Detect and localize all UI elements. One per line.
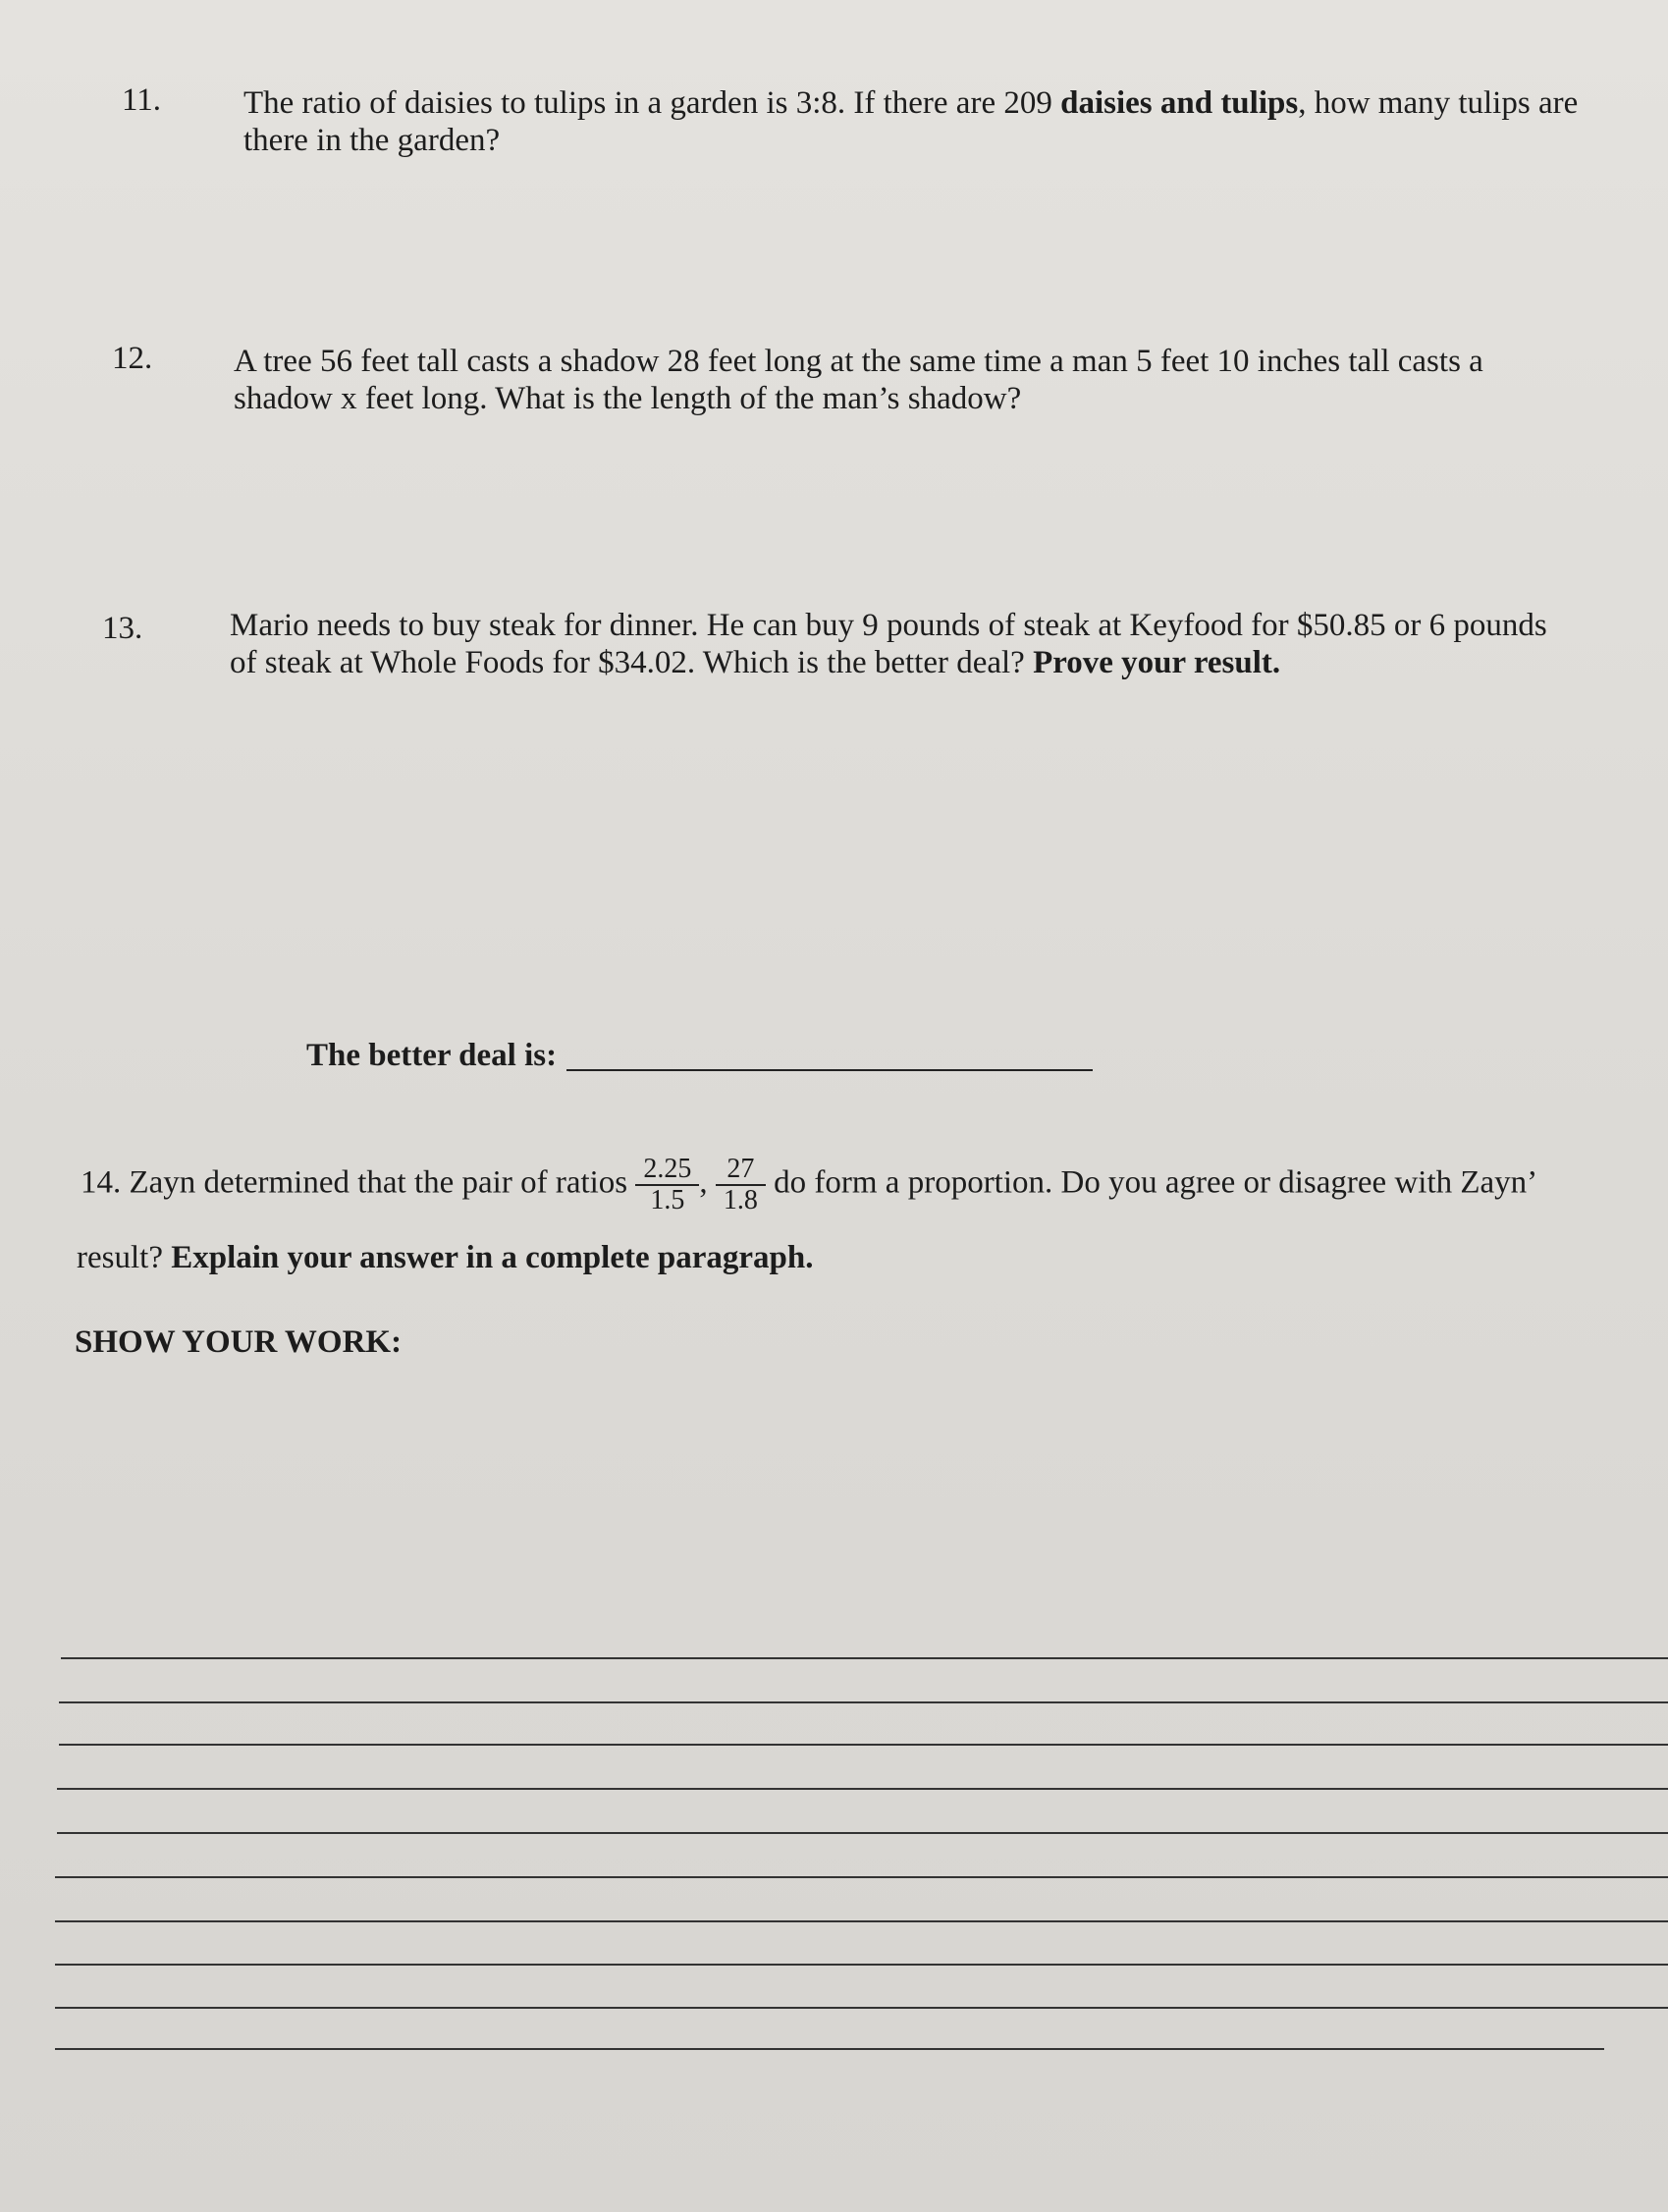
answer-line[interactable] — [59, 1701, 1668, 1703]
q12-number: 12. — [112, 341, 153, 376]
q14-line2-a: result? — [77, 1240, 172, 1275]
answer-line[interactable] — [55, 1920, 1668, 1922]
show-work-label — [75, 1323, 402, 1361]
q14-line2-bold: Explain your answer in a complete paragraph. — [171, 1240, 814, 1275]
answer-line[interactable] — [55, 2007, 1668, 2009]
q14-line1 — [81, 1155, 1668, 1215]
show-work-text: SHOW YOUR WORK: — [75, 1324, 403, 1360]
q13-line2-bold: Prove your result. — [1033, 645, 1281, 680]
q14-line2 — [77, 1239, 813, 1276]
q14-ratio1 — [635, 1155, 699, 1215]
answer-line[interactable] — [55, 1964, 1668, 1966]
q11-number: 11. — [122, 82, 162, 118]
q14-suffix: do form a proportion. Do you agree or disagree with Zayn’ — [774, 1164, 1538, 1201]
q11-text-bold: daisies and tulips — [1060, 85, 1299, 121]
q11-text — [243, 84, 1657, 159]
answer-line[interactable] — [55, 1876, 1668, 1878]
q14-prefix: 14. Zayn determined that the pair of ratios — [81, 1164, 628, 1201]
answer-line[interactable] — [57, 1832, 1668, 1834]
q11-text-a: The ratio of daisies to tulips in a garden is 3:8. If there are 209 — [243, 85, 1061, 121]
answer-line[interactable] — [61, 1657, 1668, 1659]
q13-line1: Mario needs to buy steak for dinner. He can buy 9 pounds of steak at Keyfood for $50.85 or 6 pounds — [230, 608, 1547, 643]
answer-line[interactable] — [55, 2048, 1604, 2050]
q14-ratio2-denominator: 1.8 — [723, 1185, 758, 1215]
better-deal-label: The better deal is: — [306, 1038, 558, 1073]
better-deal-blank[interactable] — [566, 1069, 1093, 1071]
q11-text-b: , how many tulips are — [1298, 85, 1579, 121]
q14-ratio1-denominator: 1.5 — [650, 1185, 685, 1215]
q14-comma: , — [699, 1164, 708, 1201]
q12-text — [234, 343, 1657, 417]
q11-text-c: there in the garden? — [243, 123, 501, 158]
better-deal-row — [306, 1037, 1093, 1074]
answer-line[interactable] — [59, 1744, 1668, 1746]
q14-ratio2 — [716, 1155, 766, 1215]
q13-line2: of steak at Whole Foods for $34.02. Which is the better deal? — [230, 645, 1034, 680]
q13-number: 13. — [102, 611, 143, 646]
q12-line2: shadow x feet long. What is the length of the man’s shadow? — [234, 381, 1022, 416]
q14-ratio1-numerator: 2.25 — [635, 1155, 699, 1186]
q12-line1: A tree 56 feet tall casts a shadow 28 feet long at the same time a man 5 feet 10 inches tall casts a — [234, 344, 1483, 379]
q14-ratio2-numerator: 27 — [716, 1155, 766, 1186]
q13-text — [230, 607, 1663, 681]
answer-line[interactable] — [57, 1788, 1668, 1790]
